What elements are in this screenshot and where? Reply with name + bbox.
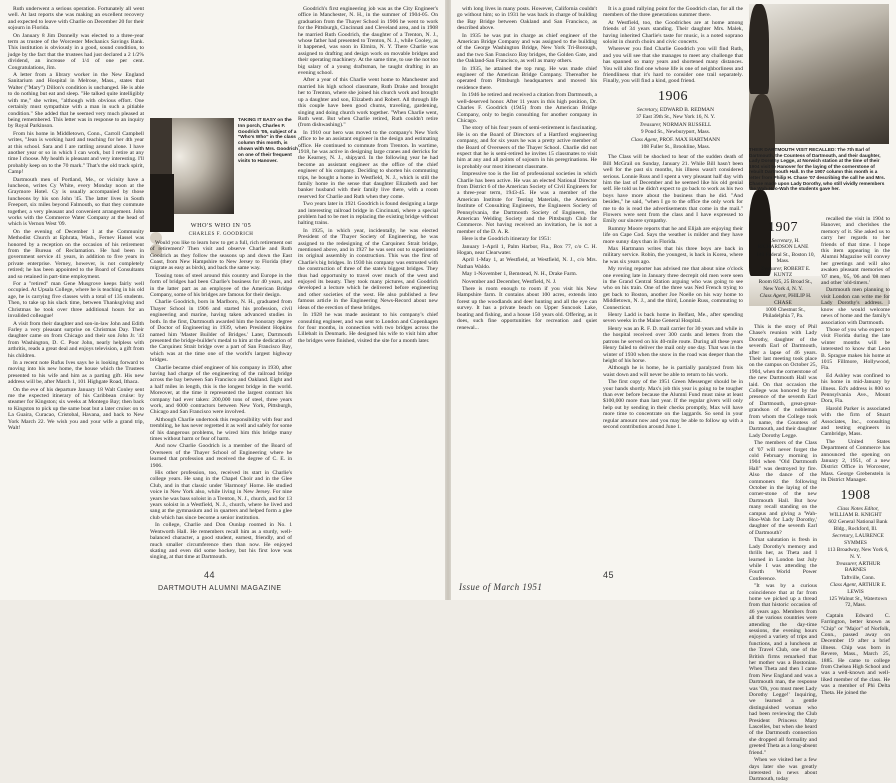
paragraph: Although he is home, he is partially paralyzed from his waist down and will never be able to return to his work. [603, 365, 743, 378]
paragraph: A letter from a library worker in the New England Sanitarium and Hospital in Melrose, Mass., states that Walter ("Mary") Dillon's condition is unchanged. He is able to do nothing but eat and sleep. "He talked quite intelligibly with me," she writes, "although with obvious effort. One certainly must sympathize with a man in such a pitiable condition." She added that he seemed very much pleased at being remembered. This letter was in response to an inquiry by Royal Parkinson. [8, 72, 144, 130]
paragraph: Harold Parker is associated with the firm of Stuart Associates, Inc., consulting and testing engineers in Cambridge, Mass. [821, 405, 890, 438]
class-1908-secretary: Secretary, LAURENCE SYMMES [832, 533, 884, 546]
left-column-1 [8, 6, 144, 564]
paragraph: On the eve of his departure January 18 Walt Conley sent me the expected itinerary of his Caribbean cruise: by steamer for Kingston; six weeks at Montego Bay; then back to Kingston to pick up the same boat but a later cruise: on to La Guaira, Curacao, Cristobal, Havana, and back to New York March 22. We wish you and your wife a grand trip, Walt! [8, 386, 144, 431]
left-column-3 [298, 6, 438, 564]
dartmouth-visit-caption: THEIR DARTMOUTH VISIT RECALLED: The 7th Earl of Dartmouth, the Countess of Dartmouth, and their daughter, Lady Dorothy Legge, at Norwich station at the time of their 1904 visit to Hanover for the laying of the cornerstone of rebuilt Dartmouth Hall. In the 1907 column this month is a letter from Philip H. Chase '07 describing the call he and Mrs. Chase made upon Lady Dorothy, who still vividly remembers the Wah-Hoo-Wah the students gave her. [749, 147, 886, 192]
paragraph: recalled the visit in 1904 to Hanover, and cherishes the memory of it. She asked us to carry her regards to her friends of that time. I hope this item appearing in the Alumni Magazine will convey her greetings and will also awaken pleasant memories of '07 men, '05, '06 and '08 men and other 'old-timers.' [821, 216, 890, 287]
paragraph: Henry Ladd is back home in Belfast, Me., after spending seven weeks in the Maine General Hospital. [603, 312, 743, 325]
paragraph: Would you like to learn how to get a full, rich retirement out of retirement? Then visit and observe Charlie and Ruth Goodrich as they follow the seasons up and down the East Coast, from New Hampshire to New Jersey to Florida (they migrate as easy as birds), and back the same way. [150, 239, 292, 272]
paragraph: In 1928 he was made assistant to his company's chief consulting engineer, and was sent to London and Copenhagen for four months, in connection with two bridges across the Lillebalt in Denmark. He designed his wife to visit him after the bridges were finished, visited the site for a month later. [298, 312, 438, 344]
paragraph: Rummy Moore reports that he and Elijah are enjoying their life on Cape Cod. Says the weather is milder and they have more sunny days than in Florida. [603, 225, 743, 245]
paragraph: This is the story of Phil Chase's reunion with Lady Dorothy, daughter of the seventh Earl of Dartmouth, after a lapse of 46 years. Their last meeting took place on the campus on October 25, 1904, when the cornerstone of the new Dartmouth Hall was laid. On that occasion the College was honored by the presence of the seventh Earl of Dartmouth, great-great-grandson of the nobleman from whom the College took its name, the Countess of Dartmouth, and their daughter Lady Dorothy Legge. [749, 323, 817, 439]
paragraph: Although Charlie undertook this responsibility with fear and trembling, he has never regretted it as well and safely for some of his dangerous problems, he wired him this bridge many times without harm or fear of harm. [150, 416, 292, 442]
paragraph: The members of the Class of '07 will never forget the cold February morning in 1904 when "Old Dartmouth Hall" was destroyed by fire. Also the dance of the commoners the following October in the laying of the corner-stone of the new Dartmouth Hall. But how many recall standing on the campus and giving a 'Wah-Hoo-Wah for Lady Dorothy,' daughter of the seventh Earl of Dartmouth? [749, 440, 817, 536]
class-1908-editor: Class Notes Editor, WILLIAM B. KNIGHT [829, 505, 882, 519]
paragraph: Those of you who expect to visit Florida during the late winter months will be interested to know that Leon B. Sprague makes his home at 1015 Fillmore, Hollywood, Fla. [821, 326, 890, 372]
paragraph: In 1935 he was put in charge as chief engineer of the American Bridge Company and was assigned to the building of the George Washington Bridge, New York Tri-Borough, and the two San Francisco Bay bridges, the Golden Gate, and the Oakland-San Francisco, as well as many others. [457, 32, 597, 65]
left-page [0, 0, 445, 600]
right-column-3 [749, 216, 817, 783]
paragraph: Captain Edward C. Farrington, better known as "Chip" or "Major" of Norfolk, Conn., passed away on December 19 after a brief illness. Chip was born in Revere, Mass., March 25, 1885. He came to college from Chelsea High School and was a well-known and well-liked member of the class. He was a member of Phi Delta Theta. He joined the [821, 612, 890, 696]
class-1907-agent: Class Agent, PHILIP H. CHASE [759, 293, 812, 306]
class-1908-heading: 1908 [840, 487, 871, 503]
paragraph: with long lives in many posts. However, California couldn't go without him; so in 1931 he was back in charge of building the Bay Bridge between Oakland and San Francisco, as described above. [457, 6, 597, 32]
class-1908-secretary-address: 113 Broadway, New York 6, N. Y. [827, 547, 889, 560]
paragraph: In a recent note Rufus Ives says he is looking forward to moving into his new home, the house which the Trustees presented to his wife and him as a parting gift. His new address will be, after March 1, 101 Highgate Road, Ithaca. [8, 359, 144, 386]
class-1906-secretary-address: 37 East 39th St., New York 16, N. Y. [635, 114, 716, 121]
paragraph: April 1-May 1, at Westfield, at Westfield, N. J., c/o Mrs. Nathan Waldo. [457, 257, 597, 270]
paragraph: The story of his four years of semi-retirement is fascinating. He is on the Board of Directors of a Hartford engineering company, and for six years he was a pretty active member of the Board of Overseers of the Thayer School. Charlie did not expect that he is semi-retired he invites 15 classmates to visit him at any and all points of sojourn in his peregrinations. He is probably our most itinerant classmate. [457, 125, 597, 170]
paragraph: Goodrich's first engineering job was as the City Engineer's office in Manchester, N. H., in the summer of 1904-05. On graduation from the Thayer School in 1906 he went to work for the Pittsburgh, Cincinnati and Cleveland area, and in 1908 he married Ruth Goodrich, the daughter of a Trenton, N. J., whose father had presented to Trenton, N. J., while Cooley, as it happened, was soon in Elmira, N. Y. There Charlie was assigned to drafting and design work on movable bridges and their operating machinery. At the same time, to use the not too big salary of a young draftsman, he taught drafting in an evening school. [298, 6, 438, 77]
paragraph: Here is the Goodrich itinerary for 1951: [462, 236, 552, 243]
paragraph: Henry was an R. F. D. mail carrier for 30 years and while in the hospital received over 300 cards and letters from the patrons he served on his 40-mile route. During all these years Henry failed to deliver the mail only one day. That was in the winter of 1930 when the snow in the road was deeper than the height of his horse. [603, 325, 743, 364]
paragraph: Charlie became chief engineer of his company in 1930, after having had charge of the engineering of the railroad bridge across the bay between San Francisco and Oakland. Eight and a half miles in length, this is the longest bridge in the world. Moreover, at the time it represented the largest contract his company had ever taken: 200,000 tons of steel, three years work, and 6000 contractors between New York, Pittsburgh, Chicago and San Francisco were involved. [150, 364, 292, 416]
paragraph: Ruth underwent a serious operation. Fortunately all went well. At last reports she was making an excellent recovery and expected to leave with Charlie on December 20 for their sojourn in Florida. [8, 6, 144, 32]
class-1907-secretary-address: 140 Federal St., Boston 10, Mass. [756, 251, 815, 265]
magazine-title: DARTMOUTH ALUMNI MAGAZINE [158, 585, 282, 592]
paragraph: In 1946 he retired and received a citation from Dartmouth, a well-deserved honor. After 11 years in this high position, Dr. Charles F. Goodrich (1945) from the American Bridge Company, only to begin consulting for another company in Chicago. [457, 92, 597, 124]
paragraph: A visit from their daughter and son-in-law John and Edith Farley a very pleasant surprise on Christmas Day. Their daughter came on from Chicago and their son John Jr. '43 from Washington, D. C. Poor John, nearly helpless with arthritis, reads a great deal and enjoys television, a gift from his children. [8, 320, 144, 359]
paragraph: In 1935, he attained the top rung. He was made chief engineer of the American Bridge Company. Thereafter he operated from Pittsburgh headquarters and moved his residence there. [457, 65, 597, 91]
paragraph: May 1-November 1, Bemstead, N. H., Drake Farm. [462, 271, 578, 278]
class-1906-secretary: Secretary, EDWARD B. REDMAN [637, 106, 714, 113]
paragraph: And now Charlie Goodrich is a member of the Board of Overseers of the Thayer School of Engineering where he learned that profession and received the degree of C. E. in 1906. [150, 443, 292, 469]
paragraph: There is room enough to room if you visit his New Hampshire farm. It contains about 100 acres, extends into forest up the woodlands and deer hunting and all the eye can survey. It has a private beach on Upper Suncook Lake, boating and fishing, and a house 150 years old. Offering, as it does, such fine opportunities for recreation and quiet renewal... [457, 286, 597, 331]
right-page-number: 45 [603, 570, 615, 580]
paragraph: January 1-April 1, Palm Harbor, Fla., Box 77, c/o C. H. Hogan, near Clearwater. [457, 243, 597, 257]
right-page [451, 0, 896, 783]
class-1907-agent-address: 1000 Chestnut St., Philadelphia 7, Pa. [762, 307, 806, 320]
class-1908-treasurer: Treasurer, ARTHUR BARNES [835, 560, 881, 574]
right-column-1 [457, 6, 597, 564]
paragraph: In college, Charlie and Don Ounlap roomed in No. 1 Wentworth Hall. He remembers recall him as a sturdy, well-balanced character, a good student, earnest, friendly, and of much smaller circumference then than now. He enjoyed skating and even did some hockey, but his first love was singing, at that time at Dartmouth. [150, 522, 292, 561]
paragraph: That salutation is fresh in Lady Dorothy's memory and thrills her, as Theta and I learned in London last July while I was attending the Fourth World Power Conference. [749, 537, 817, 582]
class-1906-agent: Class Agent, PROF. MAX HARTMANN [630, 136, 720, 143]
class-1907-treasurer: Treasurer, ROBERT E. KUNTZ [760, 265, 811, 279]
paragraph: Impressive too is the list of professional societies in which Charlie has been active. He was an elected National Director from District 6 of the American Society of Civil Engineers for a three-year term, 1943-45. He was a member of the American Institute for Testing Materials, the American Institute of Consulting Engineers, the Engineers Society of Pennsylvania, the Dartmouth Society of Engineers, the American Welding Society and the Pittsburgh Club for Commerce. Not having received an invitation, he is not a member of the D. A. R. [457, 171, 597, 235]
paragraph: Charlie Goodrich, born in Marlboro, N. H., graduated from Thayer School in 1906 and started his profession, civil engineering and marine, having taken advanced studies in both. In the first, Dartmouth awarded him the honorary degree of Doctor of Engineering in 1939, when President Hopkins named him 'Master Builder of Bridges.' Later, Dartmouth presented the bridge-builder's medal to him at the dedication of the Carquinez Strait bridge over a part of San Francisco Bay, which was at the time one of the world's largest highway bridges. [150, 299, 292, 364]
whos-who-title: WHO'S WHO IN '05 [190, 222, 252, 229]
paragraph: When we visited her a few days later she was greatly interested in news about Dartmouth, today [749, 757, 817, 783]
paragraph: It is a grand rallying point for the Goodrich clan, for all the members of the three generations summer there. [603, 6, 743, 19]
paragraph: On the evening of December 1 at the Community Methodist Church at Ephrata, Wash., Fernev Hassel was honored by a reception on the occasion of his retirement from the Bureau of Reclamation. He had been in government service 41 years, in addition to five years in private enterprise. Verney, however, is not completely retired; he has been appointed to the Board of Consultants and so retained in part-time employment. [8, 228, 144, 280]
class-1906-treasurer-address: 9 Pond St., Newburyport, Mass. [640, 129, 711, 136]
goodrich-porch-photo [150, 118, 234, 214]
dartmouth-visit-photo [749, 4, 889, 144]
paragraph: November and December, Westfield, N. J. [462, 278, 557, 285]
paragraph: "It was by a curious coincidence that at far from home we picked up a thread from that historic occasion of 46 years ago. Members from all the various countries were attending the day-time sessions, the evening hours enjoyed a variety of trips and functions, and a luncheon at the Travel Club, one of the British firms remarked that her mother was a Bostonian. When Theta and then I came from New England and was a Dartmouth man, the response was 'Oh, you must meet Lady Dorothy Legge!' Inquiring, we learned a gentle distinguished woman who had been reviewing the Club President Princess Mary Lascelles, but when she heard of the Dartmouth connection she dropped all formality and greeted Theta as a long-absent friend." [749, 583, 817, 756]
whos-who-subtitle: CHARLES F. GOODRICH [188, 232, 254, 238]
issue-label: Issue of March 1951 [459, 582, 543, 592]
class-1908-treasurer-address: Taftville, Conn. [841, 574, 875, 581]
left-page-number: 44 [204, 570, 216, 580]
paragraph: Max Hartmann writes that his three boys are back in military service. Robin, the youngest, is back in Korea, where he was six years ago. [603, 246, 743, 265]
class-1907-heading: 1907 [768, 220, 798, 235]
class-1906-agent-address: 108 Fuller St., Brookline, Mass. [640, 143, 711, 150]
class-1907-treasurer-address: Room 825, 25 Broad St., New York 4, N. Y. [758, 279, 813, 292]
paragraph: Wherever you find Charlie Goodrich you will find Ruth, and you will see that she manages to meet any challenge that has spanned so many years and shortened many distances. You will also find one whose life is one of neighborliness and friendliness that it's hard to consider one trail separately. Finally, you will find a kind, good friend. [603, 46, 743, 85]
right-column-2 [603, 6, 743, 564]
paragraph: For a "retired" man Gene Musgrove keeps fairly well occupied. At Upsala College, where he is teaching in his old age, he is carrying five classes with a total of 135 students. Then, to take up his slack time, between Thanksgiving and Christmas he took over three additional hours for an invalided colleague! [8, 281, 144, 320]
paragraph: On January 8 Jim Donnelly was elected to a three-year term as trustee of the Worcester Mechanics Savings Bank. This institution is obviously in a good, sound condition, to judge by the fact that the trustees had just declared a 2 1/2% dividend, an increase of 1/4 of one per cent. Congratulations, Jim. [8, 32, 144, 71]
paragraph: Dartmouth men of Portland, Me., or vicinity have a luncheon, writes Cy White, every Monday noon at the Graymore Hotel. Cy is usually accompanied by those luncheons by his son John '45. The latter lives in South Freeport, six miles beyond Falmouth, so that they commute together, a very pleasant and convenient arrangement. John works with the Commerce Water Company at the head of which is Vernon West '09. [8, 176, 144, 228]
paragraph: In 1925, in which year, incidentally, he was elected President of the Thayer Society of Engineering, he was assigned to the redesigning of the Carquinez Strait bridge, mentioned above, and in 1927 he was sent out to superintend its original assembly in construction. This was the first of Charlie's big bridges. In 1930 his company was entrusted with the construction of three of the state's biggest bridges. They thus had opportunity to travel over much of the west and enjoyed its beauty. They took many pictures, and Goodrich developed a lecture which he delivered before engineering and other societies of the west. He also published a few famous article in the Engineering News-Record about new ideas of the erection of these bridges. [298, 227, 438, 311]
paragraph: Tossing tons of steel around this country and Europe in the form of bridges had been Charlie's business for 40 years, and in the latter part as an employee of the American Bridge Company, some of his bridges are famous for their design. [150, 272, 292, 299]
paragraph: The Class will be shocked to hear of the sudden death of Bill McGrail on Sunday, January 21. While Bill hasn't been well for the past six months, his illness wasn't considered serious. Lonnie Russ and I spent a very pleasant half day with him the last of December and he seemed like his old genial self. He told us he didn't expect to go back to work as his two boys have more about the business than he did. "And besides," he said, "when I go to the office the only work for me to do is read the advertisements that come in the mail." Flowers were sent from the class and I have expressed to Emily our sincere sympathy. [603, 154, 743, 225]
left-column-2 [150, 220, 292, 564]
goodrich-photo-caption: TAKING IT EASY on the Inn porch, Charles F. Goodrich '05, subject of a "Who's Who" in the class column this month, is shown with Mrs. Goodrich on one of their frequent visits to Hanover. [238, 118, 298, 164]
class-1908-agent: Class Agent, ARTHUR E. LEWIS [829, 582, 887, 595]
paragraph: My roving reporter has advised me that about nine o'clock one evening late in January three decrepit old men were seen in the Grand Central Station arguing who was going to see who on his train. One of the three was Ned French trying to get back to Boston, another Joe Noelle on his way home to Middletown, N. J., and the third, Lonnie Russ, commuting to Connecticut. [603, 266, 743, 311]
paragraph: At Westfield, too, the Goodriches are at home among friends of 34 years standing. Their daughter Mrs. Malek, having inherited Charlie's taste for music, is a noted soprano soloist in church choirs and civic concerts. [603, 19, 743, 46]
paragraph: Dartmouth men planning to visit London can write me for Lady Dorothy's address. I know she would welcome news of home and the family's association with Dartmouth. [821, 287, 890, 326]
paragraph: From his home in Middletown, Conn., Carroll Campbell writes, "Jean is working hard and teaching for her 4th year at this school. Sara and I are rattling around alone. I have another year or so in which I can work, but I retire at any time I choose. My health is pleasant and very interesting. I'll probably keep on to the 70 mark." That's the old track spirit, Camp! [8, 130, 144, 176]
class-1906-heading: 1906 [658, 88, 688, 104]
class-1908-agent-address: 125 Walnut St., Watertown 72, Mass. [828, 595, 888, 609]
paragraph: Two years later in 1921 Goodrich is found designing a large and interesting railroad bridge in Cincinnati, where a special problem had to be met in replacing the existing bridge without halting trains. [298, 201, 438, 227]
paragraph: In 1910 our hero was moved to the company's New York office to be an assistant engineer in the design and estimating office. He continued to commute from Trenton. In wartime, 1918, he was active in designing large cranes and derricks for the Kearney, N. J., shipyard. In the following year he had become an assistant engineer as the office of the chief engineer of his company. Deciding to shorten his commuting trips, he bought a home in Westfield, N. J., which is still the family home in the sense that daughter Elizabeth and her banker husband with their family live there, with a room reserved for Charlie and Ruth when they come. [298, 129, 438, 200]
paragraph: His other profession, too, received its start in Charlie's college years. He sang in the Chapel Choir and in the Glee Club, and in that classic under 'Harmony' Horne. He studied voice in New York also, while living in New Jersey. For nine years he was bass soloist in a Trenton, N. J., church, and for 13 years soloist in a Westfield, N. J., church, where he lived and sang at the gymnasium and in quarters and helped form a glee club which has since become a senior institution. [150, 470, 292, 521]
paragraph: The first copy of the 1951 Green Messenger should be in your hands shortly. Max's job this year is going to be tougher than ever before because the Alumni Fund must raise at least $100,000 more than last year. If the regular givers will only help out by sending in their checks promptly, Max will have more time to concentrate on the laggards. So send in your regular amount now and you may be able to follow up with a second contribution around June 1. [603, 379, 743, 430]
class-1906-treasurer: Treasurer, NORMAN RUSSELL [639, 121, 712, 128]
class-1907-secretary: Secretary, H. RICHARDSON LANE [757, 238, 809, 251]
paragraph: After a year of this Charlie went home to Manchester and married his high school classmate, Ruth Drake and brought her to Trenton, where she joined his church work and brought up a daughter and son, Elizabeth and Robert. All through life this couple have been good chums, traveling, gardening, singing and doing church work together. "When Charlie went, Ruth went. But when Charlie retired, Ruth couldn't retire (from dishwashing)." [298, 77, 438, 129]
class-1908-editor-address: 602 General National Bank Bldg., Rockford, Ill. [828, 519, 888, 532]
paragraph: The United States Department of Commerce has announced the opening on January 2, 1951, of a new District Office in Worcester, Mass. George Grebenstein is its District Manager. [821, 438, 890, 484]
paragraph: Ed Ashley was confined to his home in mid-January by illness. Ed's address is 800 so Pennsylvania Ave., Mount Dora, Fla. [821, 372, 890, 405]
right-column-4 [821, 216, 890, 696]
